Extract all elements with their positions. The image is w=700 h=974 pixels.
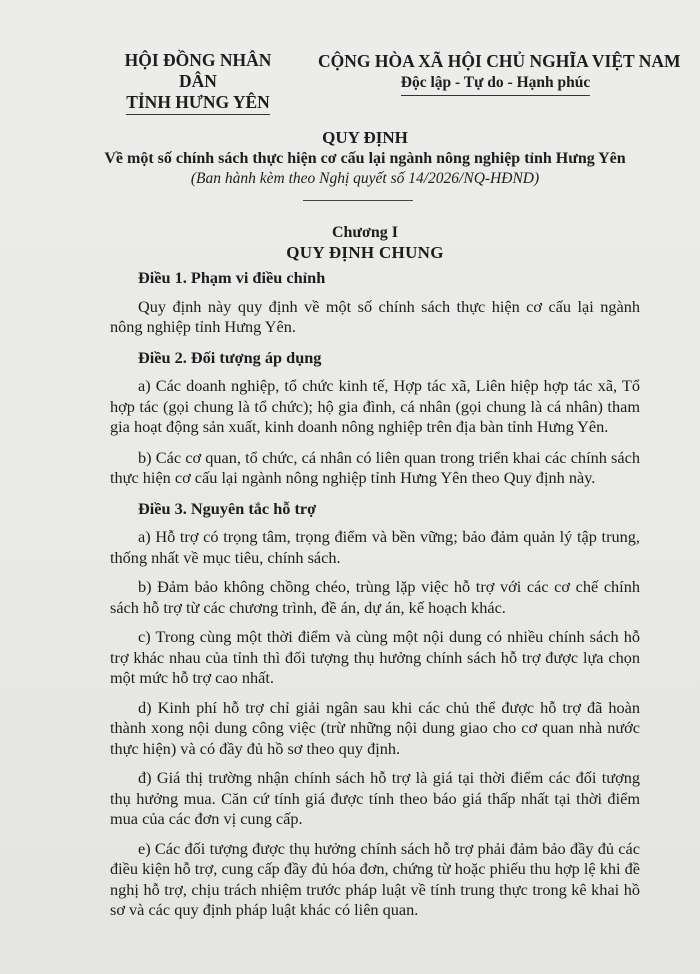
authority-province: TỈNH HƯNG YÊN — [126, 92, 270, 115]
motto: Độc lập - Tự do - Hạnh phúc — [401, 72, 590, 96]
national-motto — [318, 50, 681, 96]
article-paragraph: a) Các doanh nghiệp, tổ chức kinh tế, Hợp tác xã, Liên hiệp hợp tác xã, Tổ hợp tác (gọi chung là tổ chức); hộ gia đình, cá nhân (gọi chung là cá nhân) tham gia hoạt động sản xuất, kinh doanh nông nghiệp trên địa bàn tỉnh Hưng Yên. — [110, 376, 640, 436]
doc-type: QUY ĐỊNH — [322, 128, 408, 147]
doc-subject: Về một số chính sách thực hiện cơ cấu lại ngành nông nghiệp tỉnh Hưng Yên — [104, 150, 626, 167]
chapter-name: QUY ĐỊNH CHUNG — [286, 243, 444, 262]
article-paragraph: a) Hỗ trợ có trọng tâm, trọng điểm và bền vững; bảo đảm quản lý tập trung, thống nhất về mục tiêu, chính sách. — [110, 527, 640, 567]
article-paragraph: b) Đảm bảo không chồng chéo, trùng lặp việc hỗ trợ với các cơ chế chính sách hỗ trợ từ các chương trình, đề án, dự án, kế hoạch khác. — [110, 577, 640, 617]
article-paragraph: đ) Giá thị trường nhận chính sách hỗ trợ là giá tại thời điểm các đối tượng thụ hưởng mua. Căn cứ tính giá được tính theo báo giá thấp nhất tại thời điểm mua của các đơn vị cung cấp. — [110, 768, 640, 828]
country-name: CỘNG HÒA XÃ HỘI CHỦ NGHĨA VIỆT NAM — [318, 51, 681, 71]
document-title — [95, 128, 635, 189]
issuing-authority — [108, 50, 288, 115]
article-heading: Điều 3. Nguyên tắc hỗ trợ — [138, 498, 317, 518]
doc-issuance-note: (Ban hành kèm theo Nghị quyết số 14/2026/NQ-HĐND) — [190, 170, 540, 187]
article-paragraph: e) Các đối tượng được thụ hưởng chính sách hỗ trợ phải đảm bảo đầy đủ các điều kiện hỗ trợ, cung cấp đầy đủ hóa đơn, chứng từ hoặc phiếu thu hợp lệ khi đề nghị hỗ trợ, chịu trách nhiệm trước pháp luật về tính trung thực trong kê khai hồ sơ và các quy định pháp luật khác có liên quan. — [110, 838, 640, 919]
document-body — [110, 268, 640, 930]
article-paragraph: c) Trong cùng một thời điểm và cùng một nội dung có nhiều chính sách hỗ trợ khác nhau của tỉnh thì đối tượng thụ hưởng chính sách hỗ trợ được lựa chọn một mức hỗ trợ cao nhất. — [110, 627, 640, 687]
article-heading: Điều 1. Phạm vi điều chỉnh — [138, 268, 326, 287]
article-heading: Điều 2. Đối tượng áp dụng — [138, 347, 322, 367]
article-paragraph: b) Các cơ quan, tổ chức, cá nhân có liên quan trong triển khai các chính sách thực hiện cơ cấu lại ngành nông nghiệp tỉnh Hưng Yên theo Quy định này. — [110, 447, 640, 487]
chapter-number: Chương I — [331, 224, 399, 241]
authority-name: HỘI ĐỒNG NHÂN DÂN — [124, 50, 272, 91]
chapter-heading — [95, 223, 635, 263]
article-paragraph: d) Kinh phí hỗ trợ chỉ giải ngân sau khi các chủ thể được hỗ trợ đã hoàn thành xong nội dung công việc (trừ những nội dung giao cho cơ quan nhà nước thực hiện) và có đầy đủ hồ sơ theo quy định. — [110, 697, 640, 758]
title-divider — [303, 200, 413, 201]
article-paragraph: Quy định này quy định về một số chính sách thực hiện cơ cấu lại ngành nông nghiệp tỉnh Hưng Yên. — [110, 296, 640, 336]
